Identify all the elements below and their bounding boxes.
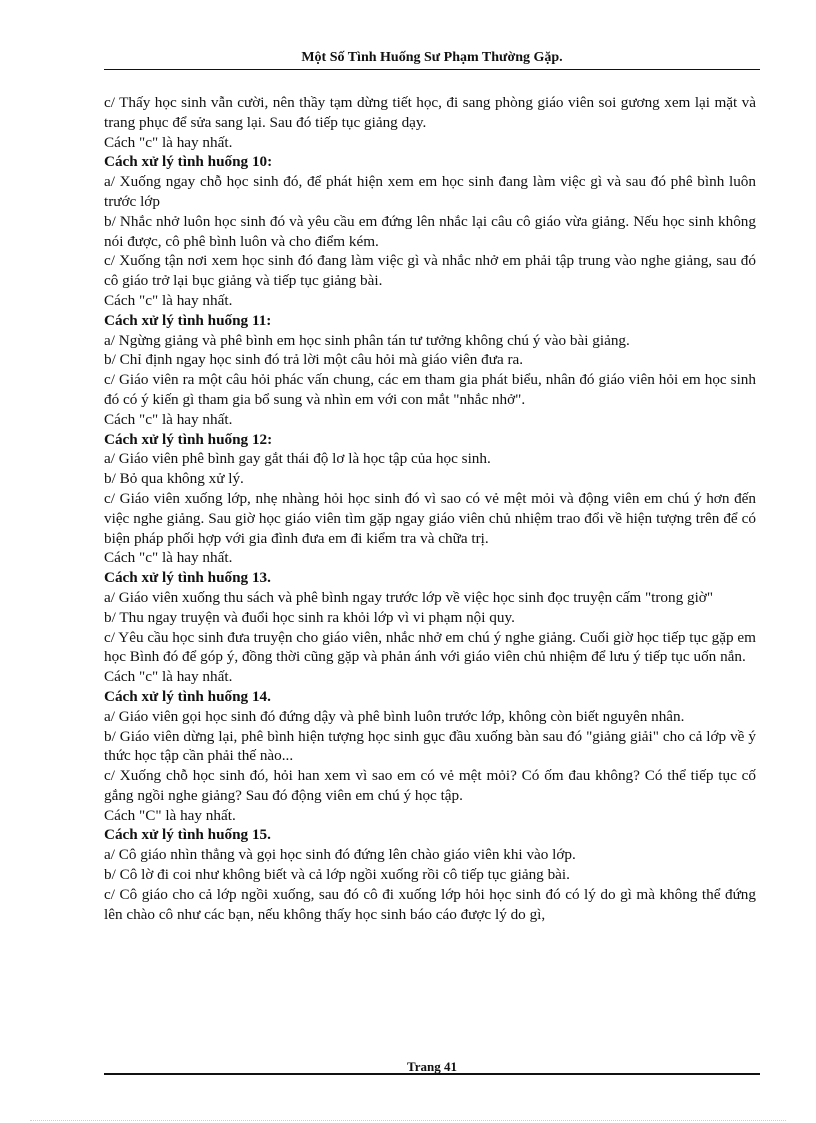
header-rule [104, 69, 760, 70]
page-footer: Trang 41 [407, 1059, 457, 1074]
paragraph: b/ Giáo viên dừng lại, phê bình hiện tượng học sinh gục đầu xuống bàn sau đó "giảng giải" cho cả lớp về ý thức học tập cần phải thế nào... [104, 727, 756, 765]
paragraph: c/ Giáo viên xuống lớp, nhẹ nhàng hỏi học sinh đó vì sao có vẻ mệt mỏi và động viên em chú ý hơn đến việc nghe giảng. Sau giờ học giáo viên tìm gặp ngay giáo viên chủ nhiệm trao đổi về hiện tượng trên để có biện pháp phối hợp với gia đình đưa em đi kiểm tra và chữa trị. [104, 489, 756, 547]
paragraph: a/ Xuống ngay chỗ học sinh đó, để phát hiện xem em học sinh đang làm việc gì và sau đó phê bình luôn trước lớp [104, 173, 756, 210]
paragraph: c/ Giáo viên ra một câu hỏi phác vấn chung, các em tham gia phát biểu, nhân đó giáo viên hỏi em học sinh đó có ý kiến gì tham gia bổ sung và nhìn em với con mắt "nhắc nhở". [104, 371, 756, 408]
paragraph: Cách "c" là hay nhất. [104, 549, 233, 567]
paragraph: Cách "C" là hay nhất. [104, 806, 236, 824]
paragraph: a/ Giáo viên gọi học sinh đó đứng dậy và phê bình luôn trước lớp, không còn biết nguyên nhân. [104, 707, 685, 725]
section-heading: Cách xử lý tình huống 12: [104, 430, 273, 448]
paragraph: a/ Ngừng giảng và phê bình em học sinh phân tán tư tưởng không chú ý vào bài giảng. [104, 331, 630, 349]
paragraph: a/ Cô giáo nhìn thẳng và gọi học sinh đó đứng lên chào giáo viên khi vào lớp. [104, 846, 576, 864]
paragraph: b/ Cô lờ đi coi như không biết và cả lớp ngồi xuống rồi cô tiếp tục giảng bài. [104, 866, 570, 884]
footer-rule [104, 1073, 760, 1075]
paragraph: b/ Bỏ qua không xử lý. [104, 470, 244, 488]
section-heading: Cách xử lý tình huống 14. [104, 687, 271, 705]
paragraph: b/ Nhắc nhở luôn học sinh đó và yêu cầu em đứng lên nhắc lại câu cô giáo vừa giảng. Nếu học sinh không nói được, cô phê bình luôn và cho điểm kém. [104, 212, 756, 250]
paragraph: a/ Giáo viên xuống thu sách và phê bình ngay trước lớp về việc học sinh đọc truyện cấm "trong giờ" [104, 588, 714, 606]
paragraph: b/ Thu ngay truyện và đuổi học sinh ra khỏi lớp vì vi phạm nội quy. [104, 608, 515, 626]
paragraph: a/ Giáo viên phê bình gay gắt thái độ lơ là học tập của học sinh. [104, 450, 491, 468]
paragraph: c/ Yêu cầu học sinh đưa truyện cho giáo viên, nhắc nhở em chú ý nghe giảng. Cuối giờ học tiếp tục gặp em học Bình đó để góp ý, đồng thời cũng gặp và phản ánh với giáo viên chủ nhiệm để lưu ý tiếp tục uốn nắn. [104, 628, 756, 666]
paragraph: Cách "c" là hay nhất. [104, 133, 233, 151]
paragraph: c/ Xuống tận nơi xem học sinh đó đang làm việc gì và nhắc nhở em phải tập trung vào nghe giảng, sau đó cô giáo trở lại bục giảng và tiếp tục giảng bài. [104, 252, 756, 290]
paragraph: Cách "c" là hay nhất. [104, 668, 233, 686]
page-header: Một Số Tình Huống Sư Phạm Thường Gặp. [301, 50, 563, 65]
paragraph: c/ Xuống chỗ học sinh đó, hỏi han xem vì sao em có vẻ mệt mỏi? Có ốm đau không? Có thể tiếp tục cố gắng ngồi nghe giảng? Sau đó động viên em chú ý học tập. [104, 767, 756, 804]
document-body [104, 93, 756, 924]
paragraph: c/ Cô giáo cho cả lớp ngồi xuống, sau đó cô đi xuống lớp hỏi học sinh đó có lý do gì mà không thể đứng lên chào cô như các bạn, nếu không thấy học sinh báo cáo được lý do gì, [104, 885, 756, 923]
paragraph: c/ Thấy học sinh vẫn cười, nên thầy tạm dừng tiết học, đi sang phòng giáo viên soi gương xem lại mặt và trang phục để sửa sang lại. Sau đó tiếp tục giảng dạy. [104, 94, 756, 131]
page-edge-dots [30, 1120, 786, 1121]
section-heading: Cách xử lý tình huống 15. [104, 826, 271, 844]
paragraph: b/ Chỉ định ngay học sinh đó trả lời một câu hỏi mà giáo viên đưa ra. [104, 351, 524, 369]
section-heading: Cách xử lý tình huống 11: [104, 311, 272, 329]
section-heading: Cách xử lý tình huống 13. [104, 569, 271, 587]
paragraph: Cách "c" là hay nhất. [104, 291, 233, 309]
section-heading: Cách xử lý tình huống 10: [104, 153, 273, 171]
paragraph: Cách "c" là hay nhất. [104, 410, 233, 428]
